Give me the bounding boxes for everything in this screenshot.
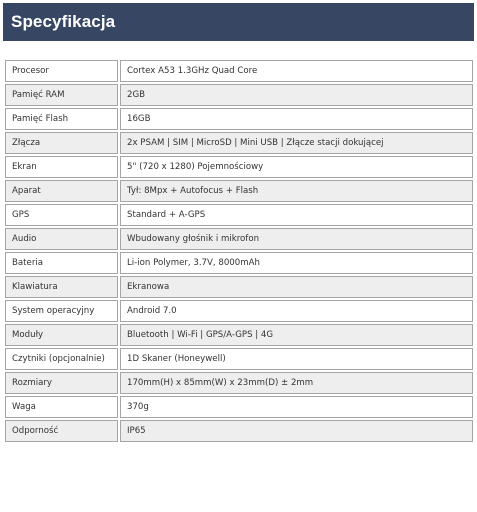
spec-label: System operacyjny bbox=[5, 300, 118, 322]
spec-value: Cortex A53 1.3GHz Quad Core bbox=[120, 60, 473, 82]
section-title: Specyfikacja bbox=[11, 12, 116, 31]
spec-value: 1D Skaner (Honeywell) bbox=[120, 348, 473, 370]
spec-label: Pamięć RAM bbox=[5, 84, 118, 106]
spec-label: Czytniki (opcjonalnie) bbox=[5, 348, 118, 370]
spec-label: Bateria bbox=[5, 252, 118, 274]
spec-row bbox=[5, 300, 473, 322]
spec-label: Klawiatura bbox=[5, 276, 118, 298]
spec-label: Ekran bbox=[5, 156, 118, 178]
spec-row bbox=[5, 348, 473, 370]
spec-row bbox=[5, 132, 473, 154]
spec-label: Aparat bbox=[5, 180, 118, 202]
spec-label: GPS bbox=[5, 204, 118, 226]
spec-row bbox=[5, 60, 473, 82]
spec-row bbox=[5, 180, 473, 202]
section-header bbox=[3, 3, 474, 41]
spec-row bbox=[5, 276, 473, 298]
spec-label: Audio bbox=[5, 228, 118, 250]
spec-value: 2GB bbox=[120, 84, 473, 106]
spec-value: Li-ion Polymer, 3.7V, 8000mAh bbox=[120, 252, 473, 274]
spec-value: Wbudowany głośnik i mikrofon bbox=[120, 228, 473, 250]
spec-row bbox=[5, 252, 473, 274]
spec-value: IP65 bbox=[120, 420, 473, 442]
spec-value: 370g bbox=[120, 396, 473, 418]
spec-value: 16GB bbox=[120, 108, 473, 130]
spec-row bbox=[5, 156, 473, 178]
spec-value: Tył: 8Mpx + Autofocus + Flash bbox=[120, 180, 473, 202]
spec-label: Pamięć Flash bbox=[5, 108, 118, 130]
spec-value: 2x PSAM | SIM | MicroSD | Mini USB | Złącze stacji dokującej bbox=[120, 132, 473, 154]
spec-label: Waga bbox=[5, 396, 118, 418]
spec-value: 170mm(H) x 85mm(W) x 23mm(D) ± 2mm bbox=[120, 372, 473, 394]
spec-row bbox=[5, 420, 473, 442]
specification-table bbox=[3, 58, 475, 444]
specification-table-body bbox=[5, 60, 473, 442]
spec-row bbox=[5, 84, 473, 106]
spec-value: Bluetooth | Wi-Fi | GPS/A-GPS | 4G bbox=[120, 324, 473, 346]
spec-value: 5" (720 x 1280) Pojemnościowy bbox=[120, 156, 473, 178]
spec-label: Moduły bbox=[5, 324, 118, 346]
spec-row bbox=[5, 108, 473, 130]
spec-value: Ekranowa bbox=[120, 276, 473, 298]
spec-row bbox=[5, 204, 473, 226]
spec-value: Android 7.0 bbox=[120, 300, 473, 322]
spec-row bbox=[5, 324, 473, 346]
spec-row bbox=[5, 396, 473, 418]
spec-row bbox=[5, 372, 473, 394]
spec-row bbox=[5, 228, 473, 250]
spec-value: Standard + A-GPS bbox=[120, 204, 473, 226]
spec-label: Procesor bbox=[5, 60, 118, 82]
spec-label: Odporność bbox=[5, 420, 118, 442]
spec-label: Złącza bbox=[5, 132, 118, 154]
spec-label: Rozmiary bbox=[5, 372, 118, 394]
